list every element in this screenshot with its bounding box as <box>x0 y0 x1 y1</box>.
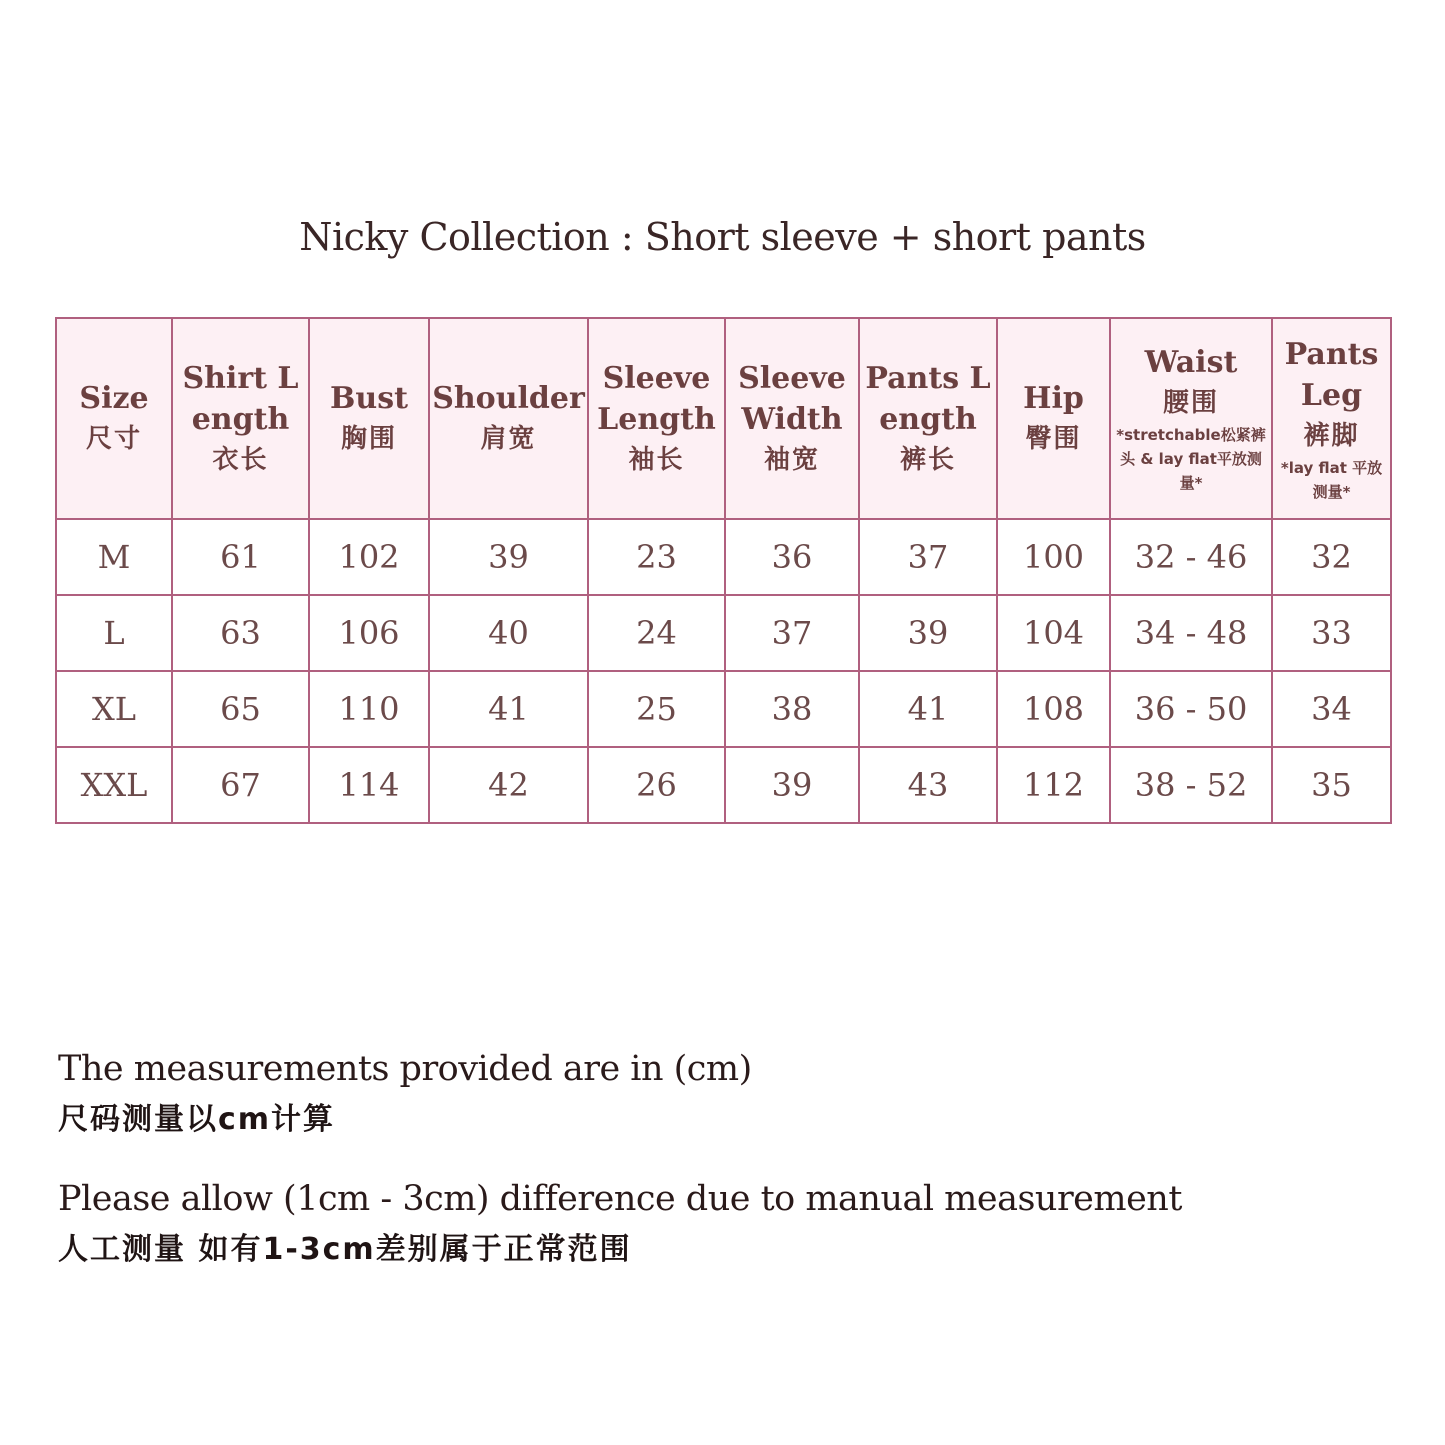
cell-sleeve-width: 38 <box>725 671 859 747</box>
allowance-note-en: Please allow (1cm - 3cm) difference due to manual measurement <box>58 1179 1182 1219</box>
cell-shirt-length: 63 <box>172 595 309 671</box>
header-shoulder: Shoulder 肩宽 <box>429 318 588 519</box>
measurement-notes <box>58 1043 1388 1275</box>
header-hip: Hip 臀围 <box>997 318 1110 519</box>
unit-note-zh: 尺码测量以cm计算 <box>58 1102 336 1137</box>
header-bust: Bust 胸围 <box>309 318 429 519</box>
cell-shoulder: 41 <box>429 671 588 747</box>
table-header-row <box>56 318 1391 519</box>
table-row <box>56 595 1391 671</box>
unit-note-en: The measurements provided are in (cm) <box>58 1049 752 1089</box>
table-row <box>56 747 1391 823</box>
cell-sleeve-width: 36 <box>725 519 859 595</box>
header-pants-length: Pants Length 裤长 <box>859 318 997 519</box>
cell-sleeve-length: 23 <box>588 519 725 595</box>
cell-waist: 38 - 52 <box>1110 747 1272 823</box>
cell-pants-length: 37 <box>859 519 997 595</box>
cell-bust: 106 <box>309 595 429 671</box>
cell-sleeve-length: 24 <box>588 595 725 671</box>
header-sleeve-length: Sleeve Length 袖长 <box>588 318 725 519</box>
cell-size: L <box>56 595 172 671</box>
cell-shirt-length: 67 <box>172 747 309 823</box>
cell-size: M <box>56 519 172 595</box>
cell-sleeve-width: 37 <box>725 595 859 671</box>
size-chart-table <box>55 317 1392 824</box>
cell-sleeve-length: 25 <box>588 671 725 747</box>
cell-pants-length: 43 <box>859 747 997 823</box>
cell-pants-leg: 33 <box>1272 595 1391 671</box>
header-sleeve-width: Sleeve Width 袖宽 <box>725 318 859 519</box>
cell-bust: 110 <box>309 671 429 747</box>
cell-hip: 108 <box>997 671 1110 747</box>
page-title: Nicky Collection : Short sleeve + short pants <box>299 215 1146 259</box>
cell-pants-length: 41 <box>859 671 997 747</box>
cell-pants-leg: 34 <box>1272 671 1391 747</box>
cell-size: XL <box>56 671 172 747</box>
cell-hip: 112 <box>997 747 1110 823</box>
header-shirt-length: Shirt Length 衣长 <box>172 318 309 519</box>
cell-bust: 114 <box>309 747 429 823</box>
cell-shoulder: 39 <box>429 519 588 595</box>
header-waist: Waist 腰围 *stretchable松紧裤头 & lay flat平放测量* <box>1110 318 1272 519</box>
cell-shirt-length: 65 <box>172 671 309 747</box>
cell-shoulder: 40 <box>429 595 588 671</box>
cell-shoulder: 42 <box>429 747 588 823</box>
cell-waist: 36 - 50 <box>1110 671 1272 747</box>
table-row <box>56 519 1391 595</box>
cell-shirt-length: 61 <box>172 519 309 595</box>
cell-sleeve-width: 39 <box>725 747 859 823</box>
cell-bust: 102 <box>309 519 429 595</box>
cell-waist: 32 - 46 <box>1110 519 1272 595</box>
cell-pants-leg: 35 <box>1272 747 1391 823</box>
cell-sleeve-length: 26 <box>588 747 725 823</box>
cell-pants-leg: 32 <box>1272 519 1391 595</box>
cell-size: XXL <box>56 747 172 823</box>
cell-hip: 104 <box>997 595 1110 671</box>
allowance-note-zh: 人工测量 如有1-3cm差别属于正常范围 <box>58 1232 632 1267</box>
table-row <box>56 671 1391 747</box>
cell-waist: 34 - 48 <box>1110 595 1272 671</box>
header-size: Size 尺寸 <box>56 318 172 519</box>
cell-hip: 100 <box>997 519 1110 595</box>
header-pants-leg: Pants Leg 裤脚 *lay flat 平放测量* <box>1272 318 1391 519</box>
cell-pants-length: 39 <box>859 595 997 671</box>
